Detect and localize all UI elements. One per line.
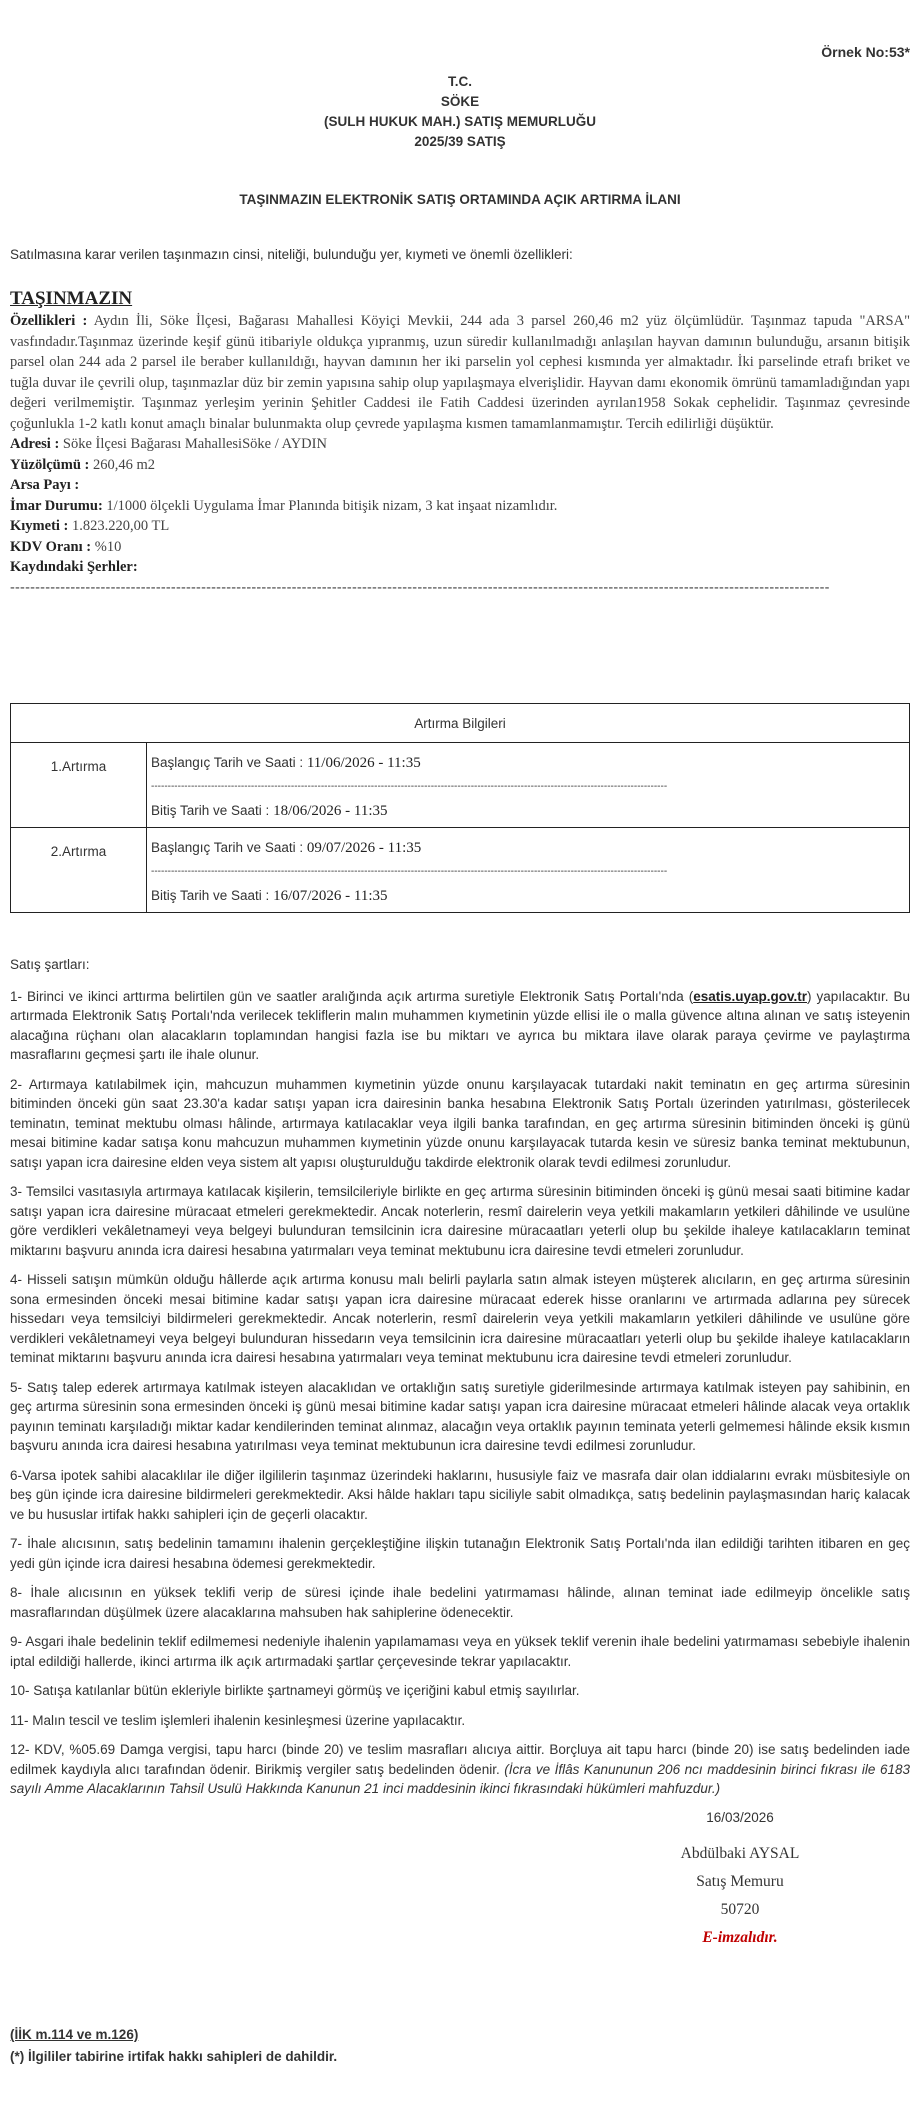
condition-12-legal-note: (İcra ve İflâs Kanununun 206 ncı maddesinin birinci fıkrası ile 6183 sayılı Amme Alacaklarının Tahsil Usulü Hakkında Kanunun 21 inci maddesinin ikinci fıkrasındaki hükümleri mahfuzdur.) [10,1761,910,1796]
condition-12 [10,1740,910,1799]
notice-title: TAŞINMAZIN ELEKTRONİK SATIŞ ORTAMINDA AÇIK ARTIRMA İLANI [239,192,681,207]
end-value: 16/07/2026 - 11:35 [273,888,388,904]
end-label: Bitiş Tarih ve Saati : [151,803,274,818]
row-separator: ----------------------------------------------------------------------------------------------------------------------------------------------------------- [151,866,668,877]
property-annotations [10,557,910,578]
condition-4: 4- Hisseli satışın mümkün olduğu hâllerde açık artırma konusu malı belirli paylarla satın almak isteyen müşterek alıcıların, en geç artırma süresinin sona ermesinden önceki mesai bitimine kadar satışı yapan icra dairesine müracaat ederek hisse oranlarını ve artırmada adlarına pey sürecek hissedarı veya temsilciyi bildirmeleri gerekmektedir. Ancak noterlerin, resmî dairelerin veya yetkili makamların yetkileri dâhilinde ve usulüne göre verdikleri vekâletnameyi veya belgeyi bulunduran hissedarın veya temsilcinin icra dairesine müracaatları yeterli olup bu şekilde ihaleye katılacakların teminat miktarını başvuru anında icra dairesi hesabına yatırmaları veya teminat mektubunu icra dairesine tevdi etmeleri zorunludur. [10,1272,910,1365]
header-line-city: SÖKE [440,94,480,109]
header-line-file: 2025/39 SATIŞ [414,134,506,149]
footnote: (*) İlgililer tabirine irtifak hakkı sahipleri de dahildir. [10,2049,338,2064]
end-value: 18/06/2026 - 11:35 [273,803,388,819]
legal-reference: (İİK m.114 ve m.126) [10,2027,139,2042]
features-text: Aydın İli, Söke İlçesi, Bağarası Mahallesi Köyiçi Mevkii, 244 ada 3 parsel 260,46 m2 yüz ölçümlüdür. Taşınmaz tapuda "ARSA" vasfındadır.Taşınmaz üzerinde keşif günü itibariyle oldukça yıpranmış, uzun süredir kullanılmadığı anlaşılan hayvan damının bulunduğu, arsanın bitişik parsel olan 244 ada 2 parsel ile beraber kullanıldığı, hayvan damının her iki parselin yol cephesi kısmında yer almaktadır. İki parselinde etrafı briket ve tuğla duvar ile çevrili olup, taşınmazlar düz bir zemin yapısına sahip olup yapılaşmaya elverişlidir. Hayvan damı ekonomik ömrünü tamamladığından yapı değeri verilmemiştir. Taşınmaz yerleşim yerinin Şehitler Caddesi ile Fatih Caddesi üzerinden ayrılan1958 Sokak cephelidir. Taşınmaz çevresinde çoğunlukla 1-2 katlı konut amaçlı binalar bulunmakta olup çevrede yapılaşma kısmen tamamlanmamıştır. Tercih edilirliği düşüktür. [10,313,910,432]
address-value: Söke İlçesi Bağarası MahallesiSöke / AYDIN [59,436,327,452]
signature-date: 16/03/2026 [706,1810,774,1825]
vat-value: %10 [91,538,122,555]
sale-conditions [10,955,910,1809]
start-label: Başlangıç Tarih ve Saati : [151,840,307,855]
e-signature-label: E-imzalıdır. [702,1929,778,1946]
condition-11: 11- Malın tescil ve teslim işlemleri ihalenin kesinleşmesi üzerine yapılacaktır. [10,1712,466,1728]
auction-row-1 [11,743,910,828]
features-label: Özellikleri : [10,313,88,329]
zoning-label: İmar Durumu: [10,497,103,514]
zoning-value: 1/1000 ölçekli Uygulama İmar Planında bitişik nizam, 3 kat inşaat nizamlıdır. [102,497,558,514]
condition-1-text-b: ) yapılacaktır. Bu artırmada Elektronik Satış Portalı'nda verilecek tekliflerin malın muhammen kıymetinin yüzde ellisi ile o malla güvence altına alınan ve satış isteyenin alacağına rüçhanı olan alacakların toplamından hangisi fazla ise bu miktarı ve ayrıca bu miktara ilave olarak paraya çevirme ve paylaştırma masraflarını geçmesi şartı ile ihale olunur. [10,988,910,1062]
condition-6: 6-Varsa ipotek sahibi alacaklılar ile diğer ilgililerin taşınmaz üzerindeki haklarını, hususiyle faiz ve masrafa dair olan iddialarını evrakı müsbitesiyle on beş gün içinde icra dairesine bildirmeleri gerekmektedir. Aksi hâlde hakları tapu siciliyle sabit olmadıkça, satış bedelinin paylaşmasından hariç kalacak ve bu hususlar irtifak hakkı sahipleri için de geçerli olacaktır. [10,1467,910,1522]
property-value [10,516,910,537]
condition-1-text-a: 1- Birinci ve ikinci arttırma belirtilen gün ve saatler aralığında açık artırma suretiyle Elektronik Satış Portalı'nda ( [10,988,694,1004]
row-separator: ----------------------------------------------------------------------------------------------------------------------------------------------------------- [151,781,668,792]
annotations-label: Kaydındaki Şerhler: [10,559,138,575]
condition-5: 5- Satış talep ederek artırmaya katılmak isteyen alacaklıdan ve ortaklığın satış suretiyle giderilmesinde artırmaya katılmak isteyen pay sahibinin, en geç artırma süresinin sona ermesinden önceki iş günü mesai bitimine kadar satışı yapan icra dairesine müracaat etmeleri hâlinde alacak veya ortaklık payının teminatı karşıladığı miktar kadar kendilerinden teminat alınmaz, alacağın veya ortaklık payının teminata yeterli gelmemesi hâlinde eksik kısmın başvuru anında icra dairesi hesabına yatırılması veya teminat mektubunun icra dairesine tevdi edilmesi zorunludur. [10,1379,910,1453]
condition-7: 7- İhale alıcısının, satış bedelinin tamamını ihalenin gerçekleştiğine ilişkin tutanağın Elektronik Satış Portalı'nda ilan edildiği tarihten itibaren en geç yedi gün içinde icra dairesi hesabına ödemesi gerekmektedir. [10,1536,910,1571]
signer-number: 50720 [720,1901,760,1918]
intro-text: Satılmasına karar verilen taşınmazın cinsi, niteliği, bulunduğu yer, kıymeti ve önemli özellikleri: [10,247,573,262]
signer-name: Abdülbaki AYSAL [680,1845,800,1862]
start-value: 11/06/2026 - 11:35 [306,755,421,771]
property-section [10,287,910,598]
property-features [10,311,910,434]
condition-3: 3- Temsilci vasıtasıyla artırmaya katılacak kişilerin, temsilcileriyle birlikte en geç artırma süresinin bitiminden önceki iş günü mesai saati bitimine kadar satışı yapan icra dairesine müracaat etmeleri gerekmektedir. Ancak noterlerin, resmî dairelerin veya yetkili makamların yetkileri dâhilinde ve usulüne göre verdikleri vekâletnameyi veya belgeyi bulunduran temsilcinin icra dairesine müracaatları yeterli olup bu şekilde ihaleye katılacakların teminat miktarını başvuru anında icra dairesi hesabına yatırmaları veya teminat mektubunu icra dairesine tevdi etmeleri zorunludur. [10,1184,910,1258]
ornek-number: Örnek No:53* [821,44,910,60]
start-label: Başlangıç Tarih ve Saati : [151,755,307,770]
value-label: Kıymeti : [10,518,69,534]
property-area [10,455,910,476]
start-datetime [151,838,909,858]
condition-12-text: 12- KDV, %05.69 Damga vergisi, tapu harcı (binde 20) ve teslim masrafları alıcıya aittir. Borçluya ait tapu harcı (binde 20) ise satış bedelinden iade edilmek kaydıyla alıcı tarafından ödenir. Birikmiş vergiler satış bedelinden ödenir. [10,1742,910,1777]
end-datetime [151,801,909,821]
start-value: 09/07/2026 - 11:35 [306,840,422,856]
round-label: 2.Artırma [11,828,147,913]
auction-table-title: Artırma Bilgileri [11,704,910,743]
start-datetime [151,753,909,773]
round-label: 1.Artırma [11,743,147,828]
share-label: Arsa Payı : [10,477,80,493]
end-label: Bitiş Tarih ve Saati : [151,888,274,903]
property-title: TAŞINMAZIN [10,288,133,309]
footer-notes [10,2024,337,2068]
office-header [10,72,910,152]
end-datetime [151,886,909,906]
round-dates [147,828,910,913]
header-line-tc: T.C. [447,74,472,89]
property-share [10,475,910,496]
condition-8: 8- İhale alıcısının en yüksek teklifi verip de süresi içinde ihale bedelini yatırmaması hâlinde, alınan teminat iade edilmeyip öncelikle satış masraflarından düşülmek üzere alacaklarına mahsuben hak sahiplerine ödenecektir. [10,1585,910,1620]
vat-label: KDV Oranı : [10,538,92,555]
round-dates [147,743,910,828]
condition-2: 2- Artırmaya katılabilmek için, mahcuzun muhammen kıymetinin yüzde onunu karşılayacak tutardaki nakit teminatın en geç artırma süresinin bitiminden önceki gün saat 23.30'a kadar satışı yapan icra dairesinin banka hesabına Elektronik Satış Portalı üzerinden yatırılması, gösterilecek teminatın, teminat mektubu olması hâlinde, artırmaya katılacaklar veya ilgili banka tarafından, en geç artırma süresinin bitiminden önceki iş günü mesai bitimine kadar satışa konu mahcuzun muhammen kıymetinin yüzde onunu karşılayacak tutarda kesin ve süresiz banka teminat mektubunun, satışı yapan icra dairesine elden veya sistem alt yapısı oluşturulduğu takdirde elektronik olarak tevdi edilmesi zorunludur. [10,1076,910,1170]
condition-10: 10- Satışa katılanlar bütün ekleriyle birlikte şartnameyi görmüş ve içeriğini kabul etmiş sayılırlar. [10,1683,580,1698]
auction-table [10,703,910,913]
property-vat [10,537,910,558]
condition-9: 9- Asgari ihale bedelinin teklif edilmemesi nedeniyle ihalenin yapılamaması veya en yüksek teklif verenin ihale bedelini yatırmaması sebebiyle ihalenin iptal edildiği hallerde, ikinci artırma ilk açık artırmadaki şartlar çerçevesinde tekrar yapılacaktır. [10,1634,910,1669]
condition-1 [10,987,910,1065]
signature-block [630,1840,850,1952]
address-label: Adresi : [10,436,60,452]
conditions-heading: Satış şartları: [10,957,90,972]
property-zoning [10,496,910,517]
area-value: 260,46 m2 [89,456,156,473]
esatis-link[interactable]: esatis.uyap.gov.tr [693,988,807,1004]
value-amount: 1.823.220,00 TL [68,518,170,534]
property-address [10,434,910,455]
separator-dashes: ------------------------------------------------------------------------------------------------------------------------------------------------------------------- [10,579,830,596]
signer-title: Satış Memuru [696,1873,784,1890]
area-label: Yüzölçümü : [10,456,90,473]
auction-row-2 [11,828,910,913]
header-line-office: (SULH HUKUK MAH.) SATIŞ MEMURLUĞU [324,114,596,129]
